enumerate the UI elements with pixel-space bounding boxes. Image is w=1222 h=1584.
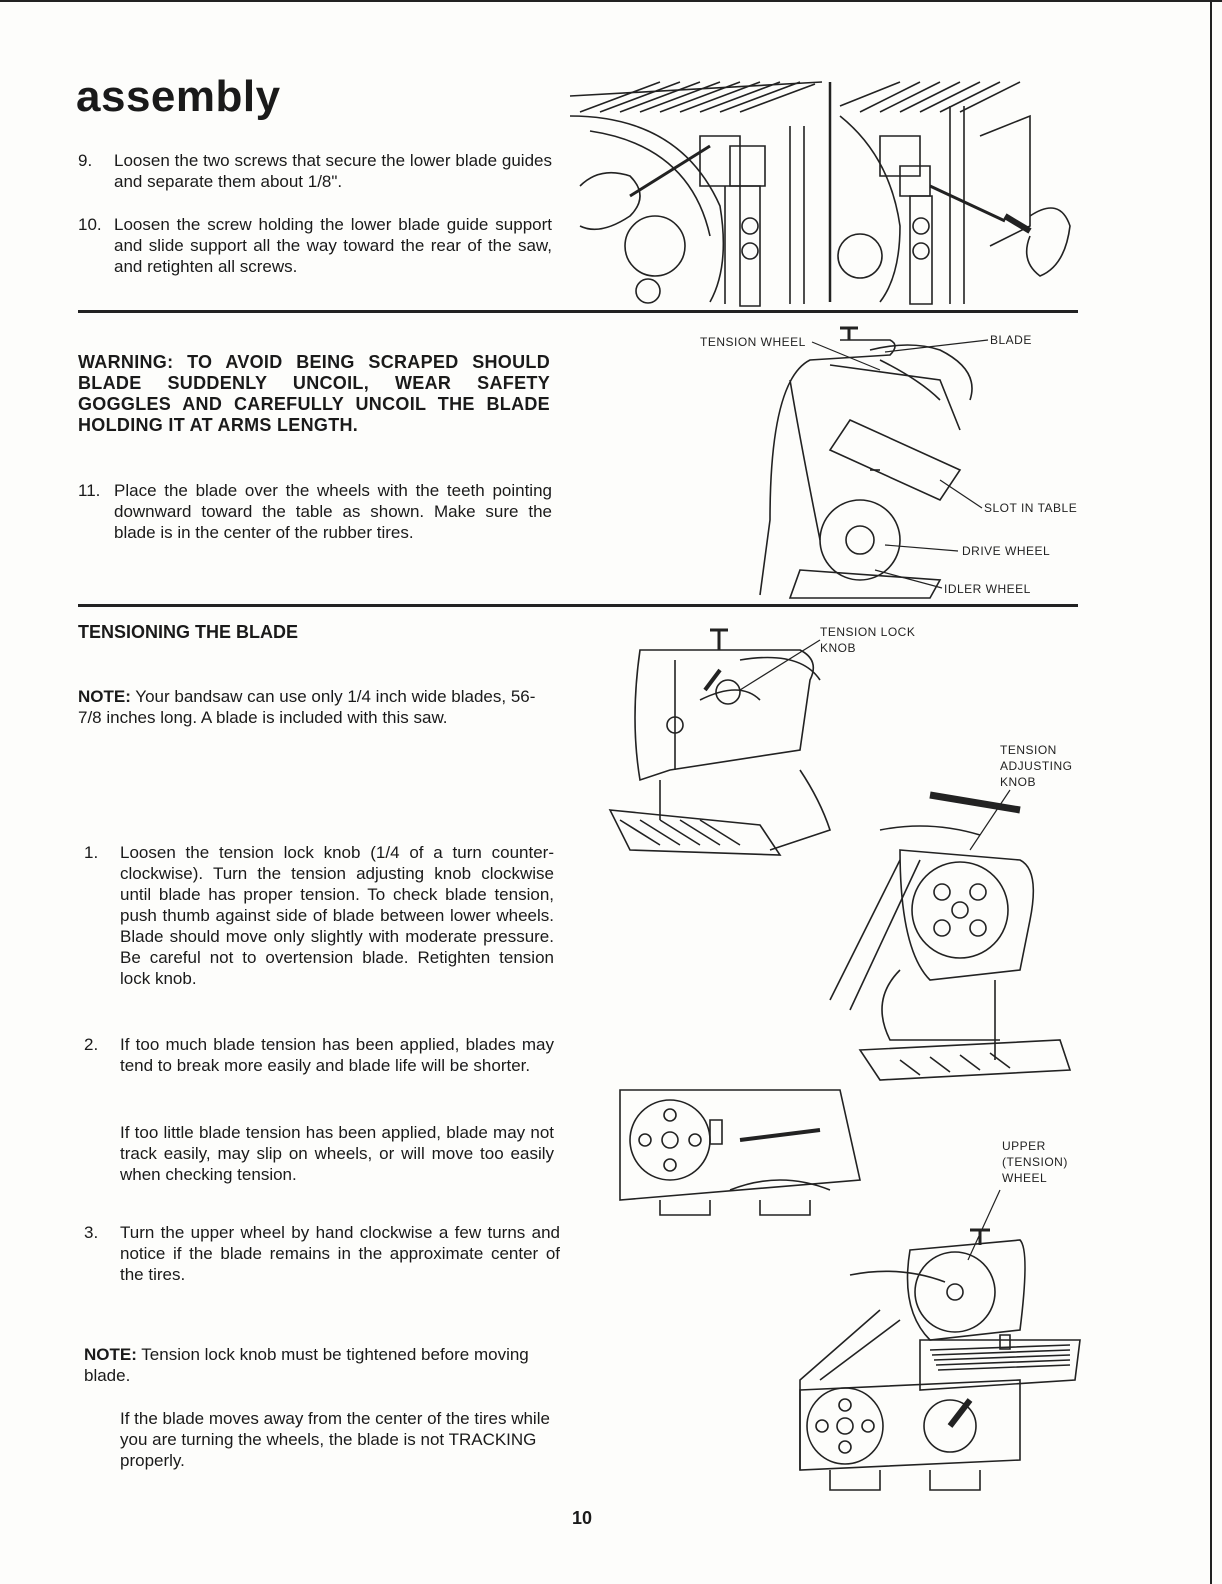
note-label: NOTE: — [78, 687, 131, 706]
step-9 — [78, 150, 552, 192]
tension-step-2-cont — [84, 1122, 554, 1210]
warning-text: WARNING: TO AVOID BEING SCRAPED SHOULD BLADE SUDDENLY UNCOIL, WEAR SAFETY GOGGLES AND CAREFULLY UNCOIL THE BLADE HOLDING IT AT ARMS LENGTH. — [78, 352, 550, 435]
step-11 — [78, 480, 552, 566]
page-number: 10 — [572, 1508, 593, 1528]
label-line: KNOB — [820, 641, 857, 655]
page-title: assembly — [76, 72, 281, 121]
step-text: Turn the upper wheel by hand clockwise a few turns and notice if the blade remains in the approximate center of the tires. — [120, 1223, 560, 1284]
label-line: ADJUSTING — [1000, 759, 1073, 773]
step-text: Loosen the two screws that secure the lower blade guides and separate them about 1/8". — [114, 151, 552, 191]
step-text: Loosen the screw holding the lower blade guide support and slide support all the way toward the rear of the saw, and retighten all screws. — [114, 215, 552, 276]
tension-step-3 — [84, 1222, 560, 1288]
step-text: If too much blade tension has been applied, blades may tend to break more easily and blade life will be shorter. — [120, 1035, 554, 1075]
label-drive-wheel: DRIVE WHEEL — [962, 544, 1051, 558]
label-upper-tension-wheel — [1002, 1138, 1068, 1186]
section-heading: TENSIONING THE BLADE — [78, 622, 299, 642]
note-label: NOTE: — [84, 1345, 137, 1364]
label-line: TENSION LOCK — [820, 625, 916, 639]
step-number: 9. — [78, 151, 93, 170]
step-number: 2. — [84, 1035, 99, 1054]
tension-step-2 — [84, 1034, 554, 1100]
step-number: 11. — [78, 481, 101, 500]
page-border-top — [0, 0, 1222, 2]
label-blade: BLADE — [990, 333, 1032, 347]
section-divider — [78, 604, 1078, 607]
tension-step-1 — [84, 842, 554, 1018]
label-line: UPPER — [1002, 1139, 1046, 1153]
note-text: Tension lock knob must be tightened before moving blade. — [84, 1345, 529, 1385]
step-10 — [78, 214, 552, 300]
page-border-right — [1210, 0, 1212, 1584]
note-lock-knob — [84, 1344, 560, 1386]
step-text: Loosen the tension lock knob (1/4 of a turn counter-clockwise). Turn the tension adjusting knob clockwise until blade has proper tension. To check blade tension, push thumb against side of blade between lower wheels. Blade should move only slightly with moderate pressure. Be careful not to overtension blade. Retighten tension lock knob. — [120, 843, 554, 988]
step-number: 1. — [84, 843, 99, 862]
label-tension-wheel: TENSION WHEEL — [700, 335, 806, 349]
label-line: TENSION — [1000, 743, 1057, 757]
note-text: Your bandsaw can use only 1/4 inch wide blades, 56-7/8 inches long. A blade is included with this saw. — [78, 687, 536, 727]
figure3-leader-lines — [720, 640, 1040, 860]
upper-wheel-illustration — [600, 1050, 1080, 1510]
step-text: Place the blade over the wheels with the teeth pointing downward toward the table as shown. Make sure the blade is in the center of the rubber tires. — [114, 481, 552, 542]
note-blade-size — [78, 686, 552, 728]
label-line: KNOB — [1000, 775, 1037, 789]
tracking-text: If the blade moves away from the center of the tires while you are turning the wheels, the blade is not TRACKING properly. — [120, 1409, 550, 1470]
step-number: 3. — [84, 1223, 99, 1242]
label-line: WHEEL — [1002, 1171, 1048, 1185]
figure4-leader-line — [960, 1190, 1020, 1270]
section-divider — [78, 310, 1078, 313]
label-line: (TENSION) — [1002, 1155, 1068, 1169]
lower-blade-guide-illustration — [560, 76, 1080, 308]
figure2-leader-lines — [700, 330, 1100, 600]
step-text: If too little blade tension has been applied, blade may not track easily, may slip on wheels, or will move too easily when checking tension. — [120, 1123, 554, 1184]
label-idler-wheel: IDLER WHEEL — [944, 582, 1031, 596]
step-number: 10. — [78, 215, 102, 234]
label-slot-in-table: SLOT IN TABLE — [984, 501, 1078, 515]
